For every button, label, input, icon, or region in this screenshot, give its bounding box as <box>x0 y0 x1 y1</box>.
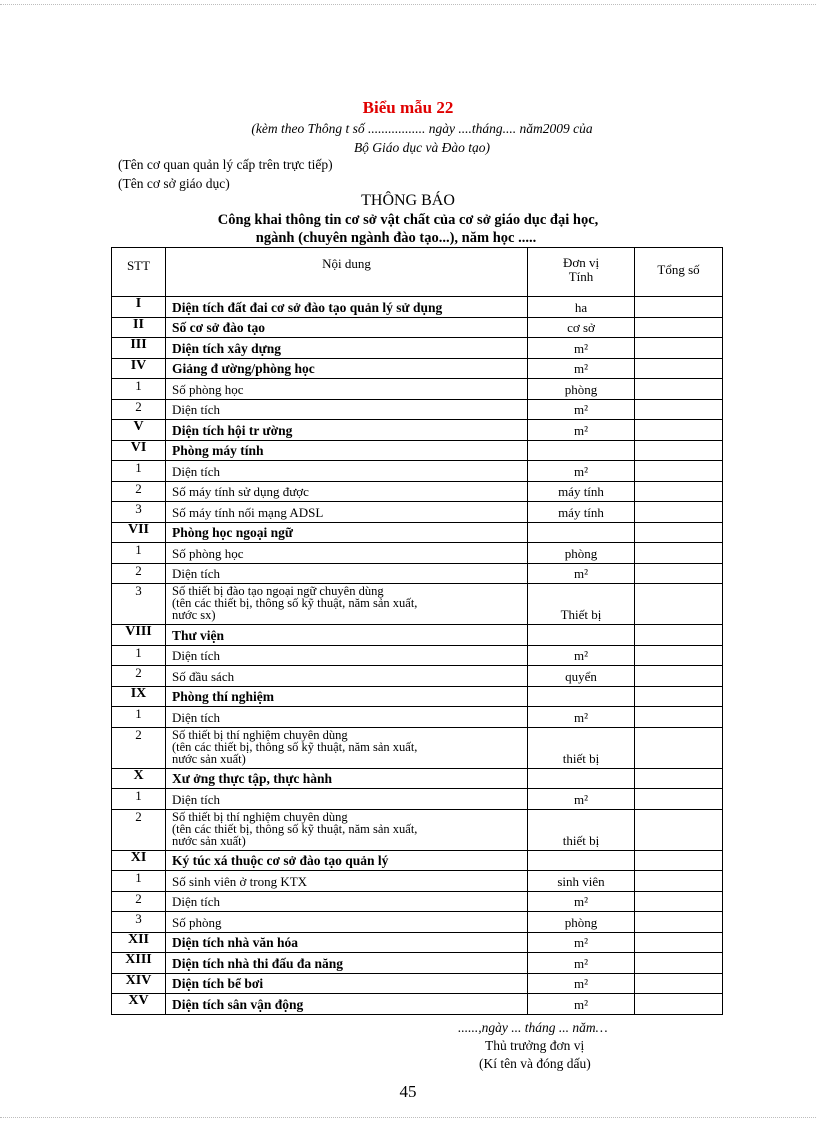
table-row <box>112 666 723 687</box>
row-unit: phòng <box>528 543 635 564</box>
row-total <box>635 522 723 543</box>
signature-date-line: ......,ngày ... tháng ... năm… <box>458 1020 608 1035</box>
row-content: Số phòng học <box>166 379 528 400</box>
row-content: Diện tích <box>166 399 528 420</box>
signature-instruction: (Kí tên và đóng dấu) <box>479 1056 591 1071</box>
table-row <box>112 707 723 728</box>
row-unit: quyển <box>528 666 635 687</box>
header-unit <box>528 248 635 297</box>
table-row <box>112 850 723 871</box>
top-dotted-border <box>0 4 816 5</box>
row-stt: VIII <box>112 625 166 646</box>
attachment-line-1: (kèm theo Thông t số ................. ngày ....tháng.... năm2009 của <box>251 121 593 136</box>
row-content: Phòng học ngoại ngữ <box>166 522 528 543</box>
row-stt: 1 <box>112 543 166 564</box>
row-content: Số thiết bị thí nghiệm chuyên dùng (tên các thiết bị, thông số kỹ thuật, năm sản xuất, nước sản xuất) <box>166 809 528 850</box>
row-stt: 2 <box>112 666 166 687</box>
row-stt: VII <box>112 522 166 543</box>
table-row <box>112 461 723 482</box>
row-total <box>635 871 723 892</box>
row-content: Số thiết bị thí nghiệm chuyên dùng (tên các thiết bị, thông số kỹ thuật, năm sản xuất, nước sản xuất) <box>166 727 528 768</box>
notice-heading: THÔNG BÁO <box>361 192 455 209</box>
row-content: Diện tích <box>166 461 528 482</box>
row-total <box>635 666 723 687</box>
row-unit: m² <box>528 461 635 482</box>
bottom-dotted-border <box>0 1117 816 1118</box>
row-unit: m² <box>528 953 635 974</box>
row-stt: XII <box>112 932 166 953</box>
row-unit: m² <box>528 420 635 441</box>
row-content: Số thiết bị đào tạo ngoại ngữ chuyên dùng (tên các thiết bị, thông số kỹ thuật, năm sản xuất, nước sx) <box>166 584 528 625</box>
row-stt: 2 <box>112 809 166 850</box>
row-unit: máy tính <box>528 481 635 502</box>
row-content: Thư viện <box>166 625 528 646</box>
row-stt: V <box>112 420 166 441</box>
row-stt: 1 <box>112 645 166 666</box>
row-unit: m² <box>528 338 635 359</box>
table-row <box>112 502 723 523</box>
row-stt: IX <box>112 686 166 707</box>
table-row <box>112 625 723 646</box>
table-row <box>112 973 723 994</box>
row-content: Diện tích <box>166 707 528 728</box>
row-total <box>635 399 723 420</box>
table-row <box>112 789 723 810</box>
row-unit: m² <box>528 399 635 420</box>
row-stt: 2 <box>112 563 166 584</box>
row-total <box>635 686 723 707</box>
row-stt: 2 <box>112 481 166 502</box>
row-total <box>635 850 723 871</box>
row-total <box>635 707 723 728</box>
row-content: Số phòng học <box>166 543 528 564</box>
notice-subtitle-line-1: Công khai thông tin cơ sở vật chất của cơ sở giáo dục đại học, <box>217 212 599 228</box>
table-row <box>112 727 723 768</box>
row-total <box>635 481 723 502</box>
row-total <box>635 297 723 318</box>
row-content: Số máy tính nối mạng ADSL <box>166 502 528 523</box>
row-total <box>635 912 723 933</box>
row-content: Diện tích <box>166 891 528 912</box>
attachment-line-2: Bộ Giáo dục và Đào tạo) <box>353 140 491 155</box>
header-content: Nội dung <box>166 248 528 297</box>
row-total <box>635 543 723 564</box>
superior-agency-placeholder: (Tên cơ quan quản lý cấp trên trực tiếp) <box>118 157 333 172</box>
row-stt: I <box>112 297 166 318</box>
row-stt: II <box>112 317 166 338</box>
table-row <box>112 317 723 338</box>
row-stt: XIII <box>112 953 166 974</box>
row-total <box>635 932 723 953</box>
row-content: Diện tích <box>166 563 528 584</box>
row-stt: 2 <box>112 891 166 912</box>
table-row <box>112 297 723 318</box>
row-unit: m² <box>528 563 635 584</box>
row-unit <box>528 522 635 543</box>
row-content: Diện tích <box>166 789 528 810</box>
table-row <box>112 645 723 666</box>
table-row <box>112 563 723 584</box>
row-stt: 2 <box>112 399 166 420</box>
row-unit: máy tính <box>528 502 635 523</box>
row-total <box>635 317 723 338</box>
row-content: Số phòng <box>166 912 528 933</box>
row-total <box>635 461 723 482</box>
row-unit: phòng <box>528 379 635 400</box>
table-row <box>112 584 723 625</box>
row-unit <box>528 686 635 707</box>
row-total <box>635 768 723 789</box>
table-row <box>112 543 723 564</box>
header-total: Tổng số <box>635 248 723 297</box>
row-unit: thiết bị <box>528 727 635 768</box>
table-row <box>112 338 723 359</box>
row-content: Ký túc xá thuộc cơ sở đào tạo quản lý <box>166 850 528 871</box>
row-stt: 1 <box>112 789 166 810</box>
row-unit: phòng <box>528 912 635 933</box>
table-row <box>112 953 723 974</box>
row-stt: XV <box>112 994 166 1015</box>
table-row <box>112 358 723 379</box>
table-row <box>112 420 723 441</box>
row-stt: 1 <box>112 461 166 482</box>
table-header-row <box>112 248 723 297</box>
row-content: Diện tích <box>166 645 528 666</box>
row-content: Giảng đ ường/phòng học <box>166 358 528 379</box>
table-row <box>112 399 723 420</box>
row-unit <box>528 625 635 646</box>
table-row <box>112 871 723 892</box>
row-unit: m² <box>528 789 635 810</box>
row-stt: 3 <box>112 502 166 523</box>
table-row <box>112 809 723 850</box>
row-content: Số cơ sở đào tạo <box>166 317 528 338</box>
notice-subtitle-line-2: ngành (chuyên ngành đào tạo...), năm học ..... <box>255 230 537 246</box>
row-content: Phòng thí nghiệm <box>166 686 528 707</box>
row-stt: X <box>112 768 166 789</box>
page-number: 45 <box>399 1082 417 1101</box>
row-total <box>635 379 723 400</box>
row-content: Diện tích đất đai cơ sở đào tạo quản lý sử dụng <box>166 297 528 318</box>
signature-role: Thủ trưởng đơn vị <box>485 1038 585 1053</box>
header-stt: STT <box>112 248 166 297</box>
row-total <box>635 994 723 1015</box>
row-unit: m² <box>528 994 635 1015</box>
row-content: Số sinh viên ở trong KTX <box>166 871 528 892</box>
table-row <box>112 994 723 1015</box>
row-stt: VI <box>112 440 166 461</box>
facilities-table <box>111 247 723 1015</box>
header-unit-label: Đơn vị Tính <box>562 255 600 284</box>
row-unit: Thiết bị <box>528 584 635 625</box>
row-unit <box>528 440 635 461</box>
row-stt: IV <box>112 358 166 379</box>
row-total <box>635 440 723 461</box>
table-row <box>112 379 723 400</box>
row-content: Phòng máy tính <box>166 440 528 461</box>
row-stt: XIV <box>112 973 166 994</box>
row-stt: 3 <box>112 912 166 933</box>
row-total <box>635 358 723 379</box>
row-content: Xư ởng thực tập, thực hành <box>166 768 528 789</box>
row-content: Diện tích nhà văn hóa <box>166 932 528 953</box>
row-total <box>635 584 723 625</box>
row-total <box>635 809 723 850</box>
row-unit: m² <box>528 932 635 953</box>
row-unit: m² <box>528 973 635 994</box>
row-unit: m² <box>528 358 635 379</box>
row-content: Diện tích sân vận động <box>166 994 528 1015</box>
row-unit: m² <box>528 707 635 728</box>
table-row <box>112 686 723 707</box>
row-total <box>635 953 723 974</box>
row-total <box>635 727 723 768</box>
form-title: Biểu mẫu 22 <box>362 98 454 117</box>
row-content: Diện tích nhà thi đấu đa năng <box>166 953 528 974</box>
row-content: Diện tích hội tr ường <box>166 420 528 441</box>
row-content: Số máy tính sử dụng được <box>166 481 528 502</box>
row-total <box>635 789 723 810</box>
row-unit: thiết bị <box>528 809 635 850</box>
row-stt: 1 <box>112 871 166 892</box>
row-total <box>635 338 723 359</box>
row-stt: 1 <box>112 379 166 400</box>
row-content: Diện tích xây dựng <box>166 338 528 359</box>
table-row <box>112 440 723 461</box>
row-total <box>635 563 723 584</box>
row-total <box>635 891 723 912</box>
row-content: Diện tích bể bơi <box>166 973 528 994</box>
row-total <box>635 420 723 441</box>
row-unit <box>528 768 635 789</box>
table-row <box>112 891 723 912</box>
school-name-placeholder: (Tên cơ sở giáo dục) <box>118 176 230 191</box>
row-unit: sinh viên <box>528 871 635 892</box>
row-unit: ha <box>528 297 635 318</box>
row-stt: 1 <box>112 707 166 728</box>
row-unit <box>528 850 635 871</box>
row-unit: cơ sở <box>528 317 635 338</box>
row-stt: 3 <box>112 584 166 625</box>
row-stt: XI <box>112 850 166 871</box>
table-row <box>112 768 723 789</box>
row-unit: m² <box>528 891 635 912</box>
row-unit: m² <box>528 645 635 666</box>
row-stt: III <box>112 338 166 359</box>
row-content: Số đầu sách <box>166 666 528 687</box>
row-total <box>635 625 723 646</box>
row-stt: 2 <box>112 727 166 768</box>
row-total <box>635 645 723 666</box>
table-row <box>112 522 723 543</box>
table-row <box>112 932 723 953</box>
row-total <box>635 502 723 523</box>
table-row <box>112 481 723 502</box>
table-row <box>112 912 723 933</box>
row-total <box>635 973 723 994</box>
